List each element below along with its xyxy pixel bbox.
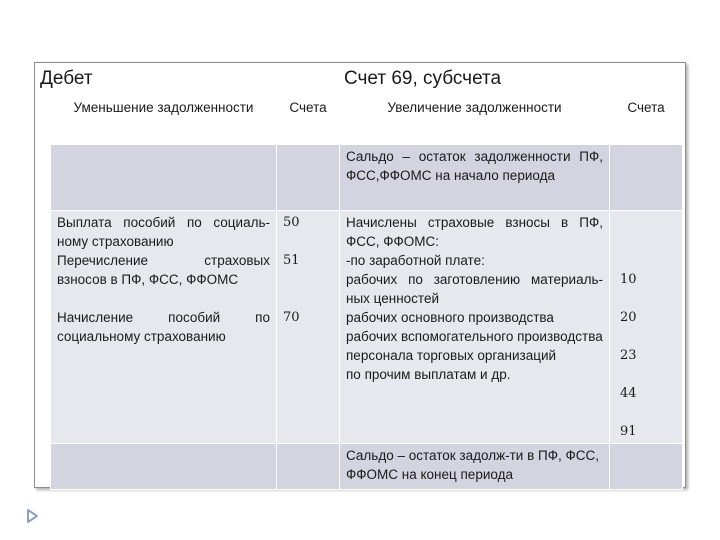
debit-account-50: 50: [283, 215, 300, 230]
triangle-bullet-icon: [26, 508, 40, 524]
debit-item-transfer: Перечисление страховых взносов в ПФ, ФСС, ФФОМС: [57, 253, 270, 287]
col-accounts-right-header: Счета: [610, 93, 683, 145]
credit-account-23: 23: [620, 348, 637, 363]
credit-subheading: -по заработной плате:: [346, 253, 485, 268]
col-decrease-header: Уменьшение задолженности: [51, 93, 277, 145]
empty-cell: [610, 444, 683, 490]
empty-cell: [610, 145, 683, 211]
debit-account-70: 70: [283, 310, 300, 325]
closing-balance-text: Сальдо – остаток задолж-ти в ПФ, ФСС, ФФОМС на конец периода: [340, 444, 610, 490]
col-accounts-left-header: Счета: [277, 93, 340, 145]
credit-account-44: 44: [620, 386, 637, 401]
credit-item-auxiliary-production: рабочих вспомогательного производства: [346, 329, 603, 344]
account-title: Счет 69, субсчета: [344, 68, 502, 89]
credit-items: [340, 211, 610, 444]
debit-account-51: 51: [283, 253, 300, 268]
empty-cell: [277, 145, 340, 211]
debit-items: [51, 211, 277, 444]
credit-account-10: 10: [620, 272, 637, 287]
credit-account-20: 20: [620, 310, 637, 325]
closing-balance-row: [51, 444, 683, 490]
debit-item-payment: Выплата пособий по социаль-ному страхованию: [57, 215, 270, 249]
opening-balance-text: Сальдо – остаток задолженности ПФ, ФСС,ФФОМС на начало периода: [340, 145, 610, 211]
empty-cell: [51, 444, 277, 490]
credit-heading: Начислены страховые взносы в ПФ, ФСС, ФФОМС:: [346, 215, 603, 249]
credit-item-trade-staff: персонала торговых организаций: [346, 348, 557, 363]
empty-cell: [51, 145, 277, 211]
debit-item-accrual: Начисление пособий по социальному страхованию: [57, 310, 270, 344]
col-increase-header: Увеличение задолженности: [340, 93, 610, 145]
credit-item-main-production: рабочих основного производства: [346, 310, 554, 325]
debit-title: Дебет: [40, 68, 93, 89]
account-table: [50, 92, 683, 490]
credit-item-other: по прочим выплатам и др.: [346, 367, 511, 382]
debit-accounts: [277, 211, 340, 444]
opening-balance-row: [51, 145, 683, 211]
credit-account-91: 91: [620, 424, 637, 439]
credit-accounts: [610, 211, 683, 444]
credit-item-procurement: рабочих по заготовлению материаль-ных ценностей: [346, 272, 603, 306]
header-row: [51, 93, 683, 145]
empty-cell: [277, 444, 340, 490]
turnover-row: [51, 211, 683, 444]
